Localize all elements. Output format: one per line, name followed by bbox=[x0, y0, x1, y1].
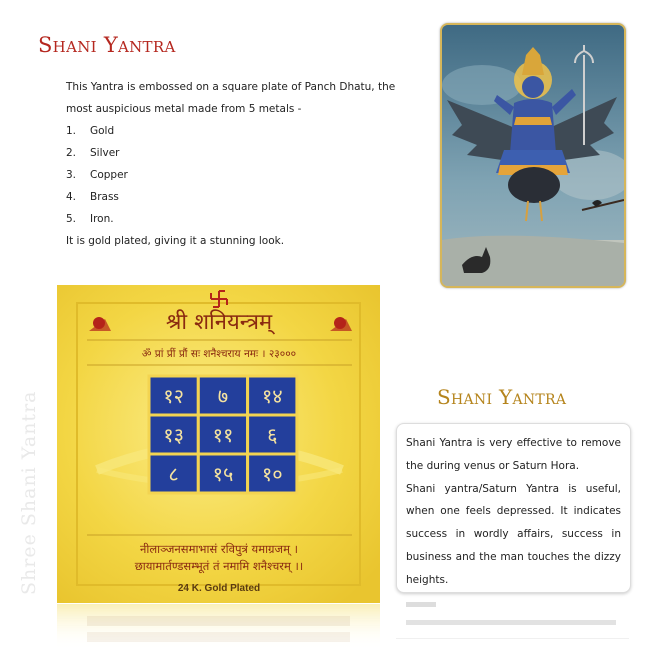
grid-number: १३ bbox=[163, 423, 185, 447]
yantra-grid bbox=[149, 376, 297, 493]
plate-label: 24 K. Gold Plated bbox=[177, 583, 261, 594]
grid-number: ८ bbox=[168, 462, 179, 486]
grid-number: १२ bbox=[163, 384, 185, 408]
intro-closing: It is gold plated, giving it a stunning look. bbox=[66, 235, 285, 247]
grid-number: ६ bbox=[267, 423, 278, 447]
list-number: 4. bbox=[66, 191, 77, 203]
list-text: Brass bbox=[90, 191, 119, 203]
info-text bbox=[406, 432, 621, 592]
yantra-verse-line1: नीलाञ्जनसमाभासं रविपुत्रं यमाग्रजम् । bbox=[140, 542, 298, 556]
yantra-reflection bbox=[57, 604, 380, 650]
grid-number: १४ bbox=[261, 384, 283, 408]
list-item bbox=[66, 208, 416, 230]
grid-number: ७ bbox=[217, 384, 229, 408]
list-number: 3. bbox=[66, 169, 77, 181]
intro-paragraph: This Yantra is embossed on a square plate of Panch Dhatu, the most auspicious metal made from 5 metals - bbox=[66, 81, 396, 115]
list-number: 2. bbox=[66, 147, 77, 159]
intro-section bbox=[66, 76, 416, 252]
grid-number: ११ bbox=[212, 423, 234, 447]
yantra-plate bbox=[57, 285, 380, 603]
metal-list bbox=[66, 120, 416, 230]
info-paragraph-2: Shani yantra/Saturn Yantra is useful, when one feels depressed. It indicates success in wordly affairs, success in business and the man touches the dizzy heights. bbox=[406, 482, 621, 586]
side-watermark bbox=[15, 320, 45, 600]
yantra-verse-line2: छायामार्तण्डसम्भूतं तं नमामि शनैश्चरम् ।। bbox=[134, 559, 304, 573]
page-title: Shani Yantra bbox=[38, 33, 176, 57]
list-number: 1. bbox=[66, 125, 77, 137]
list-item bbox=[66, 164, 416, 186]
section-title: Shani Yantra bbox=[437, 385, 567, 409]
info-box-reflection bbox=[396, 598, 629, 650]
list-text: Iron. bbox=[90, 213, 114, 225]
yantra-mantra: ॐ प्रां प्रीं प्रौं सः शनैश्चराय नमः । २३००० bbox=[141, 348, 297, 360]
list-number: 5. bbox=[66, 213, 77, 225]
list-item bbox=[66, 142, 416, 164]
info-paragraph-1: Shani Yantra is very effective to remove the during venus or Saturn Hora. bbox=[406, 437, 621, 472]
side-watermark-text: Shree Shani Yantra bbox=[18, 390, 40, 595]
list-item bbox=[66, 120, 416, 142]
shani-deity-image bbox=[440, 23, 626, 288]
yantra-title: श्री शनियन्त्रम् bbox=[165, 310, 273, 335]
info-box bbox=[396, 423, 631, 593]
list-text: Copper bbox=[90, 169, 128, 181]
yantra-art bbox=[57, 285, 380, 603]
list-text: Gold bbox=[90, 125, 115, 137]
grid-number: १० bbox=[261, 462, 283, 486]
deity-illustration bbox=[442, 25, 624, 286]
list-text: Silver bbox=[90, 147, 120, 159]
grid-number: १५ bbox=[212, 462, 234, 486]
list-item bbox=[66, 186, 416, 208]
